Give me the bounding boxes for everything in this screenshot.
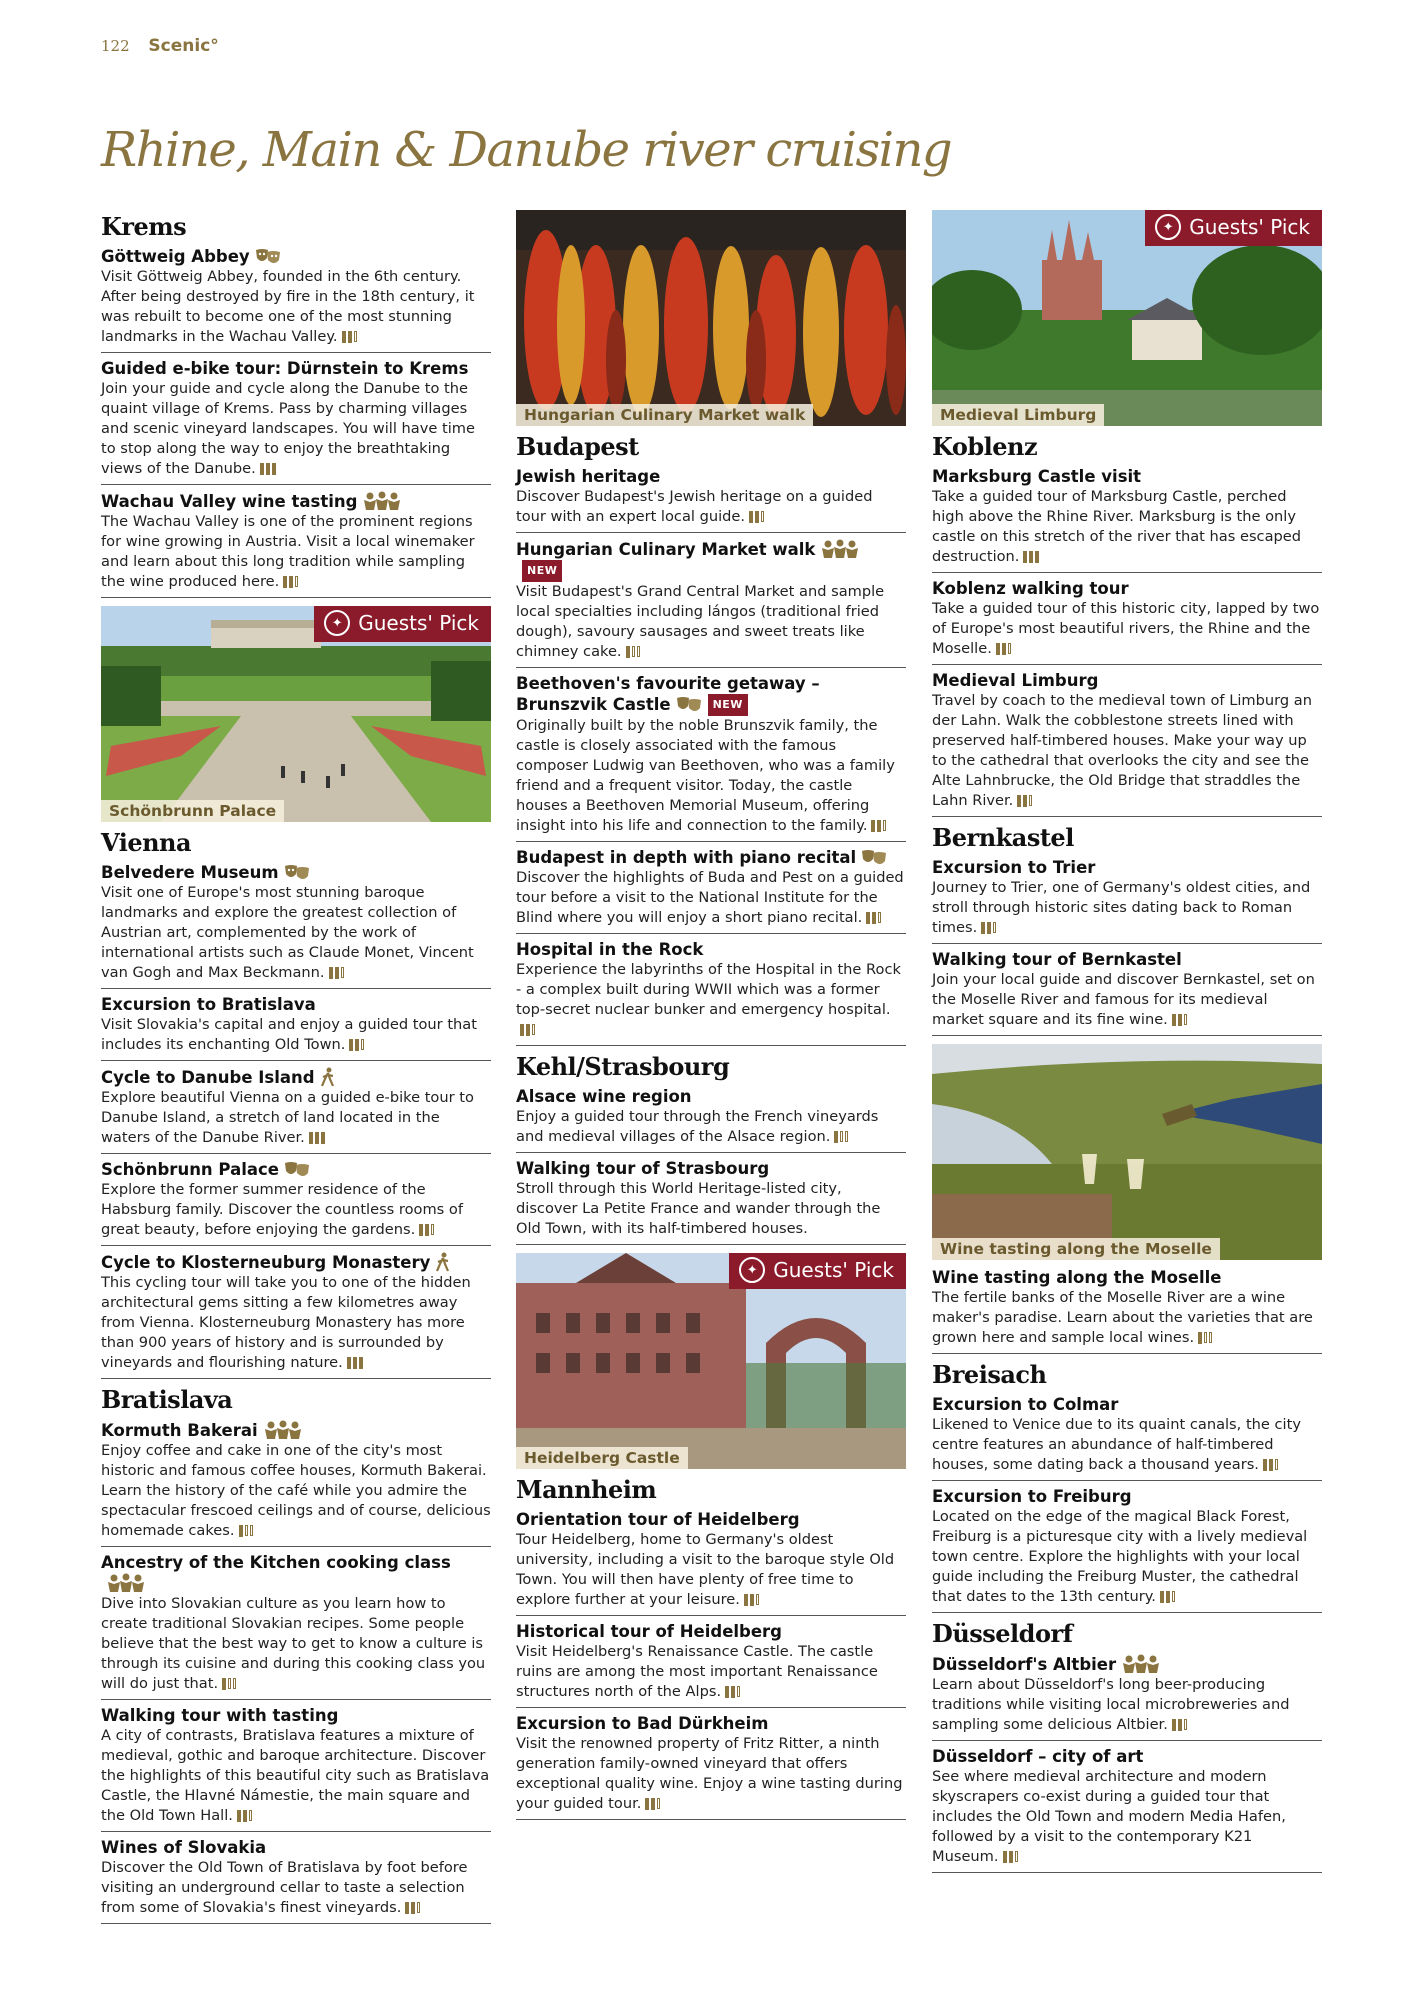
excursion-item xyxy=(101,489,491,598)
excursion-title: Budapest in depth with piano recital xyxy=(516,848,906,868)
excursion-title: Kormuth Bakerai xyxy=(101,1420,491,1441)
excursion-description: Join your local guide and discover Bernkastel, set on the Moselle River and famous for its medieval market square and its fine wine. xyxy=(932,971,1315,1028)
excursion-title: Guided e-bike tour: Dürnstein to Krems xyxy=(101,359,469,378)
activity-level-icon xyxy=(1017,795,1032,807)
activity-level-icon xyxy=(283,576,298,588)
excursion-description: Take a guided tour of Marksburg Castle, perched high above the Rhine River. Marksburg is the only castle on this stretch of the river that has escaped destruction. xyxy=(932,488,1302,565)
excursion-item xyxy=(932,1393,1322,1481)
excursion-description: Located on the edge of the magical Black Forest, Freiburg is a picturesque city with a lively medieval town centre. Explore the highlights with your local guide including the Freiburg Muster, the cathedral that dates to the 13th century. xyxy=(932,1508,1308,1605)
photo-schonbrunn-palace xyxy=(101,606,491,822)
excursion-title: Ancestry of the Kitchen cooking class xyxy=(101,1553,491,1594)
group-people-icon xyxy=(1121,1654,1161,1674)
excursion-title: Orientation tour of Heidelberg xyxy=(516,1510,800,1529)
excursion-item xyxy=(932,948,1322,1036)
excursion-item xyxy=(516,1712,906,1820)
activity-level-icon xyxy=(260,463,276,475)
star-ring-icon: ✦ xyxy=(324,610,350,636)
star-ring-icon: ✦ xyxy=(1155,214,1181,240)
photo-caption: Schönbrunn Palace xyxy=(101,800,284,822)
excursion-item xyxy=(101,1250,491,1379)
excursion-title: Alsace wine region xyxy=(516,1087,692,1106)
excursion-description: Discover Budapest's Jewish heritage on a guided tour with an expert local guide. xyxy=(516,488,873,525)
theatre-masks-icon xyxy=(676,696,702,714)
excursion-title: Belvedere Museum xyxy=(101,863,491,883)
excursion-item xyxy=(101,1065,491,1154)
activity-level-icon xyxy=(349,1039,364,1051)
excursion-item xyxy=(932,1745,1322,1873)
column-3 xyxy=(932,206,1322,1877)
city-heading: Krems xyxy=(101,212,187,241)
photo-culinary-market xyxy=(516,210,906,426)
excursion-title: Düsseldorf – city of art xyxy=(932,1747,1144,1766)
theatre-masks-icon xyxy=(861,849,887,867)
excursion-title: Excursion to Colmar xyxy=(932,1395,1119,1414)
excursion-title: Historical tour of Heidelberg xyxy=(516,1622,782,1641)
excursion-item xyxy=(516,1620,906,1708)
excursion-description: The Wachau Valley is one of the prominent regions for wine growing in Austria. Visit a local winemaker and learn about this long tradition while sampling the wine produced here. xyxy=(101,513,475,590)
city-heading: Kehl/Strasbourg xyxy=(516,1052,730,1081)
excursion-item xyxy=(932,669,1322,817)
paprika-market-image xyxy=(516,210,906,426)
group-people-icon xyxy=(106,1573,146,1593)
excursion-title: Walking tour of Strasbourg xyxy=(516,1159,770,1178)
excursion-item xyxy=(516,537,906,668)
excursion-description: Tour Heidelberg, home to Germany's oldest university, including a visit to the baroque style Old Town. You will then have plenty of free time to explore further at your leisure. xyxy=(516,1531,895,1608)
excursion-item xyxy=(101,993,491,1061)
excursion-title: Walking tour of Bernkastel xyxy=(932,950,1182,969)
city-heading: Bernkastel xyxy=(932,823,1074,852)
excursion-description: Visit one of Europe's most stunning baroque landmarks and explore the greatest collection of Austrian art, complemented by the work of international artists such as Claude Monet, Vincent van Gogh and Max Beckmann. xyxy=(101,884,474,981)
excursion-description: Join your guide and cycle along the Danube to the quaint village of Krems. Pass by charming villages and scenic vineyard landscapes. You will have time to stop along the way to enjoy the breathtaking views of the Danube. xyxy=(101,380,475,477)
city-heading: Koblenz xyxy=(932,432,1038,461)
excursion-description: A city of contrasts, Bratislava features a mixture of medieval, gothic and baroque architecture. Discover the highlights of this beautiful city such as Bratislava Castle, the Hlavné Námestie, the main square and the Old Town Hall. xyxy=(101,1727,490,1824)
group-people-icon xyxy=(820,539,860,559)
activity-level-icon xyxy=(342,331,357,343)
excursion-item xyxy=(516,465,906,533)
photo-medieval-limburg xyxy=(932,210,1322,426)
excursion-description: Visit the renowned property of Fritz Ritter, a ninth generation family-owned vineyard that offers exceptional quality wine. Enjoy a wine tasting during your guided tour. xyxy=(516,1735,903,1812)
excursion-item xyxy=(101,245,491,353)
city-heading: Vienna xyxy=(101,828,192,857)
excursion-item xyxy=(932,1485,1322,1613)
activity-level-icon xyxy=(1172,1014,1187,1026)
activity-level-icon xyxy=(1172,1719,1187,1731)
excursion-description: Explore beautiful Vienna on a guided e-bike tour to Danube Island, a stretch of land located in the waters of the Danube River. xyxy=(101,1089,474,1146)
excursion-item xyxy=(932,1266,1322,1354)
excursion-description: Enjoy a guided tour through the French vineyards and medieval villages of the Alsace region. xyxy=(516,1108,879,1145)
activity-level-icon xyxy=(309,1132,325,1144)
excursion-title: Hospital in the Rock xyxy=(516,940,704,959)
walking-person-icon xyxy=(435,1252,451,1272)
photo-wine-tasting-moselle xyxy=(932,1044,1322,1260)
excursion-item xyxy=(516,1157,906,1245)
photo-caption: Hungarian Culinary Market walk xyxy=(516,404,813,426)
activity-level-icon xyxy=(405,1902,420,1914)
excursion-title: Göttweig Abbey xyxy=(101,247,491,267)
excursion-item xyxy=(101,1551,491,1700)
excursion-item xyxy=(101,357,491,485)
excursion-description: Originally built by the noble Brunszvik family, the castle is closely associated with the famous composer Ludwig van Beethoven, who was a family friend and a frequent visitor. Today, the castle houses a Beethoven Memorial Museum, offering insight into his life and connection to the family. xyxy=(516,717,895,834)
excursion-description: This cycling tour will take you to one of the hidden architectural gems sitting a few kilometres away from Vienna. Klosterneuburg Monastery has more than 900 years of history and is surrounded by vineyards and flourishing nature. xyxy=(101,1274,471,1371)
activity-level-icon xyxy=(239,1525,253,1537)
excursion-description: Visit Budapest's Grand Central Market and sample local specialties including lángos (traditional fried dough), savoury sausages and sweet treats like chimney cake. xyxy=(516,583,885,660)
excursion-item xyxy=(101,1704,491,1832)
excursion-description: Travel by coach to the medieval town of Limburg an der Lahn. Walk the cobblestone streets lined with preserved half-timbered houses. Make your way up to the cathedral that overlooks the city and see the Alte Lahnbrucke, the Old Bridge that straddles the Lahn River. xyxy=(932,692,1312,809)
activity-level-icon xyxy=(645,1798,660,1810)
excursion-description: Discover the Old Town of Bratislava by foot before visiting an underground cellar to taste a selection from some of Slovakia's finest vineyards. xyxy=(101,1859,468,1916)
activity-level-icon xyxy=(1263,1459,1278,1471)
excursion-description: Enjoy coffee and cake in one of the city's most historic and famous coffee houses, Kormuth Bakerai. Learn the history of the café while you admire the spectacular frescoed ceilings and of course, delicious homemade cakes. xyxy=(101,1442,491,1539)
city-heading: Budapest xyxy=(516,432,639,461)
activity-level-icon xyxy=(996,643,1011,655)
excursion-title: Cycle to Klosterneuburg Monastery xyxy=(101,1252,491,1273)
excursion-item xyxy=(516,1085,906,1153)
excursion-description: Visit Heidelberg's Renaissance Castle. The castle ruins are among the most important Renaissance structures north of the Alps. xyxy=(516,1643,878,1700)
excursion-item xyxy=(516,846,906,934)
theatre-masks-icon xyxy=(255,248,281,266)
excursion-title: Wachau Valley wine tasting xyxy=(101,491,491,512)
excursion-item xyxy=(932,856,1322,944)
walking-person-icon xyxy=(320,1067,336,1087)
page-header xyxy=(101,36,219,56)
excursion-title: Düsseldorf's Altbier xyxy=(932,1654,1322,1675)
photo-heidelberg-castle xyxy=(516,1253,906,1469)
new-badge: NEW xyxy=(708,694,748,716)
group-people-icon xyxy=(263,1420,303,1440)
excursion-title: Excursion to Trier xyxy=(932,858,1096,877)
city-heading: Breisach xyxy=(932,1360,1047,1389)
activity-level-icon xyxy=(520,1024,535,1036)
theatre-masks-icon xyxy=(284,864,310,882)
guests-pick-badge: ✦ Guests' Pick xyxy=(1145,210,1322,246)
activity-level-icon xyxy=(749,511,764,523)
excursion-title: Wines of Slovakia xyxy=(101,1838,267,1857)
theatre-masks-icon xyxy=(284,1161,310,1179)
excursion-title: Medieval Limburg xyxy=(932,671,1099,690)
excursion-title: Schönbrunn Palace xyxy=(101,1160,491,1180)
excursion-title: Excursion to Bad Dürkheim xyxy=(516,1714,769,1733)
excursion-title: Wine tasting along the Moselle xyxy=(932,1268,1222,1287)
activity-level-icon xyxy=(1160,1591,1175,1603)
guests-pick-badge: ✦ Guests' Pick xyxy=(314,606,491,642)
activity-level-icon xyxy=(1198,1332,1212,1344)
excursion-description: Discover the highlights of Buda and Pest on a guided tour before a visit to the National Institute for the Blind where you will enjoy a short piano recital. xyxy=(516,869,904,926)
group-people-icon xyxy=(362,491,402,511)
excursion-title: Koblenz walking tour xyxy=(932,579,1129,598)
guests-pick-badge: ✦ Guests' Pick xyxy=(729,1253,906,1289)
city-heading: Bratislava xyxy=(101,1385,233,1414)
excursion-item xyxy=(101,1158,491,1246)
new-badge: NEW xyxy=(522,560,562,582)
photo-caption: Medieval Limburg xyxy=(932,404,1104,426)
column-1 xyxy=(101,206,491,1928)
activity-level-icon xyxy=(237,1810,252,1822)
excursion-item xyxy=(101,1836,491,1924)
activity-level-icon xyxy=(981,922,996,934)
city-heading: Düsseldorf xyxy=(932,1619,1073,1648)
excursion-description: Learn about Düsseldorf's long beer-producing traditions while visiting local microbreweries and sampling some delicious Altbier. xyxy=(932,1676,1290,1733)
page-number: 122 xyxy=(101,37,130,55)
activity-level-icon xyxy=(871,820,886,832)
activity-level-icon xyxy=(744,1594,759,1606)
activity-level-icon xyxy=(1023,551,1039,563)
activity-level-icon xyxy=(866,912,881,924)
excursion-item xyxy=(932,577,1322,665)
excursion-item xyxy=(516,672,906,842)
excursion-title: Beethoven's favourite getaway – Brunszvik Castle NEW xyxy=(516,674,820,714)
excursion-description: Likened to Venice due to its quaint canals, the city centre features an abundance of half-timbered houses, some dating back a thousand years. xyxy=(932,1416,1301,1473)
activity-level-icon xyxy=(329,967,344,979)
excursion-title: Excursion to Freiburg xyxy=(932,1487,1132,1506)
photo-caption: Heidelberg Castle xyxy=(516,1447,688,1469)
excursion-title: Walking tour with tasting xyxy=(101,1706,339,1725)
excursion-description: Take a guided tour of this historic city, lapped by two of Europe's most beautiful rivers, the Rhine and the Moselle. xyxy=(932,600,1320,657)
activity-level-icon xyxy=(419,1224,434,1236)
page-title: Rhine, Main & Danube river cruising xyxy=(101,122,952,178)
excursion-description: Journey to Trier, one of Germany's oldest cities, and stroll through historic sites dating back to Roman times. xyxy=(932,879,1311,936)
brand-logo: Scenic° xyxy=(148,36,219,56)
column-2 xyxy=(516,206,906,1824)
excursion-item xyxy=(932,465,1322,573)
activity-level-icon xyxy=(834,1131,848,1143)
excursion-item xyxy=(101,1418,491,1547)
excursion-description: The fertile banks of the Moselle River are a wine maker's paradise. Learn about the varieties that are grown here and sample local wines. xyxy=(932,1289,1313,1346)
excursion-description: Visit Göttweig Abbey, founded in the 6th century. After being destroyed by fire in the 18th century, it was rebuilt to become one of the most stunning landmarks in the Wachau Valley. xyxy=(101,268,475,345)
excursion-description: Explore the former summer residence of the Habsburg family. Discover the countless rooms of great beauty, before enjoying the gardens. xyxy=(101,1181,463,1238)
excursion-item xyxy=(932,1652,1322,1741)
excursion-item xyxy=(516,938,906,1046)
excursion-description: Visit Slovakia's capital and enjoy a guided tour that includes its enchanting Old Town. xyxy=(101,1016,477,1053)
activity-level-icon xyxy=(347,1357,363,1369)
moselle-image xyxy=(932,1044,1322,1260)
activity-level-icon xyxy=(222,1678,236,1690)
excursion-item xyxy=(101,861,491,989)
excursion-description: See where medieval architecture and modern skyscrapers co-exist during a guided tour that includes the Old Town and modern Media Hafen, followed by a visit to the contemporary K21 Museum. xyxy=(932,1768,1286,1865)
activity-level-icon xyxy=(1003,1851,1018,1863)
excursion-title: Jewish heritage xyxy=(516,467,661,486)
star-ring-icon: ✦ xyxy=(739,1257,765,1283)
activity-level-icon xyxy=(626,646,640,658)
excursion-title: Cycle to Danube Island xyxy=(101,1067,491,1088)
city-heading: Mannheim xyxy=(516,1475,657,1504)
excursion-description: Stroll through this World Heritage-listed city, discover La Petite France and wander through the Old Town, with its half-timbered houses. xyxy=(516,1180,881,1237)
excursion-title: Excursion to Bratislava xyxy=(101,995,316,1014)
excursion-description: Experience the labyrinths of the Hospital in the Rock - a complex built during WWII which was a former top-secret nuclear bunker and emergency hospital. xyxy=(516,960,906,1040)
excursion-title: Hungarian Culinary Market walk NEW xyxy=(516,539,906,582)
excursion-title: Marksburg Castle visit xyxy=(932,467,1142,486)
activity-level-icon xyxy=(725,1686,740,1698)
photo-caption: Wine tasting along the Moselle xyxy=(932,1238,1220,1260)
excursion-description: Dive into Slovakian culture as you learn how to create traditional Slovakian recipes. Some people believe that the best way to get to know a culture is through its cuisine and during this cooking class you will do just that. xyxy=(101,1595,486,1692)
excursion-item xyxy=(516,1508,906,1616)
